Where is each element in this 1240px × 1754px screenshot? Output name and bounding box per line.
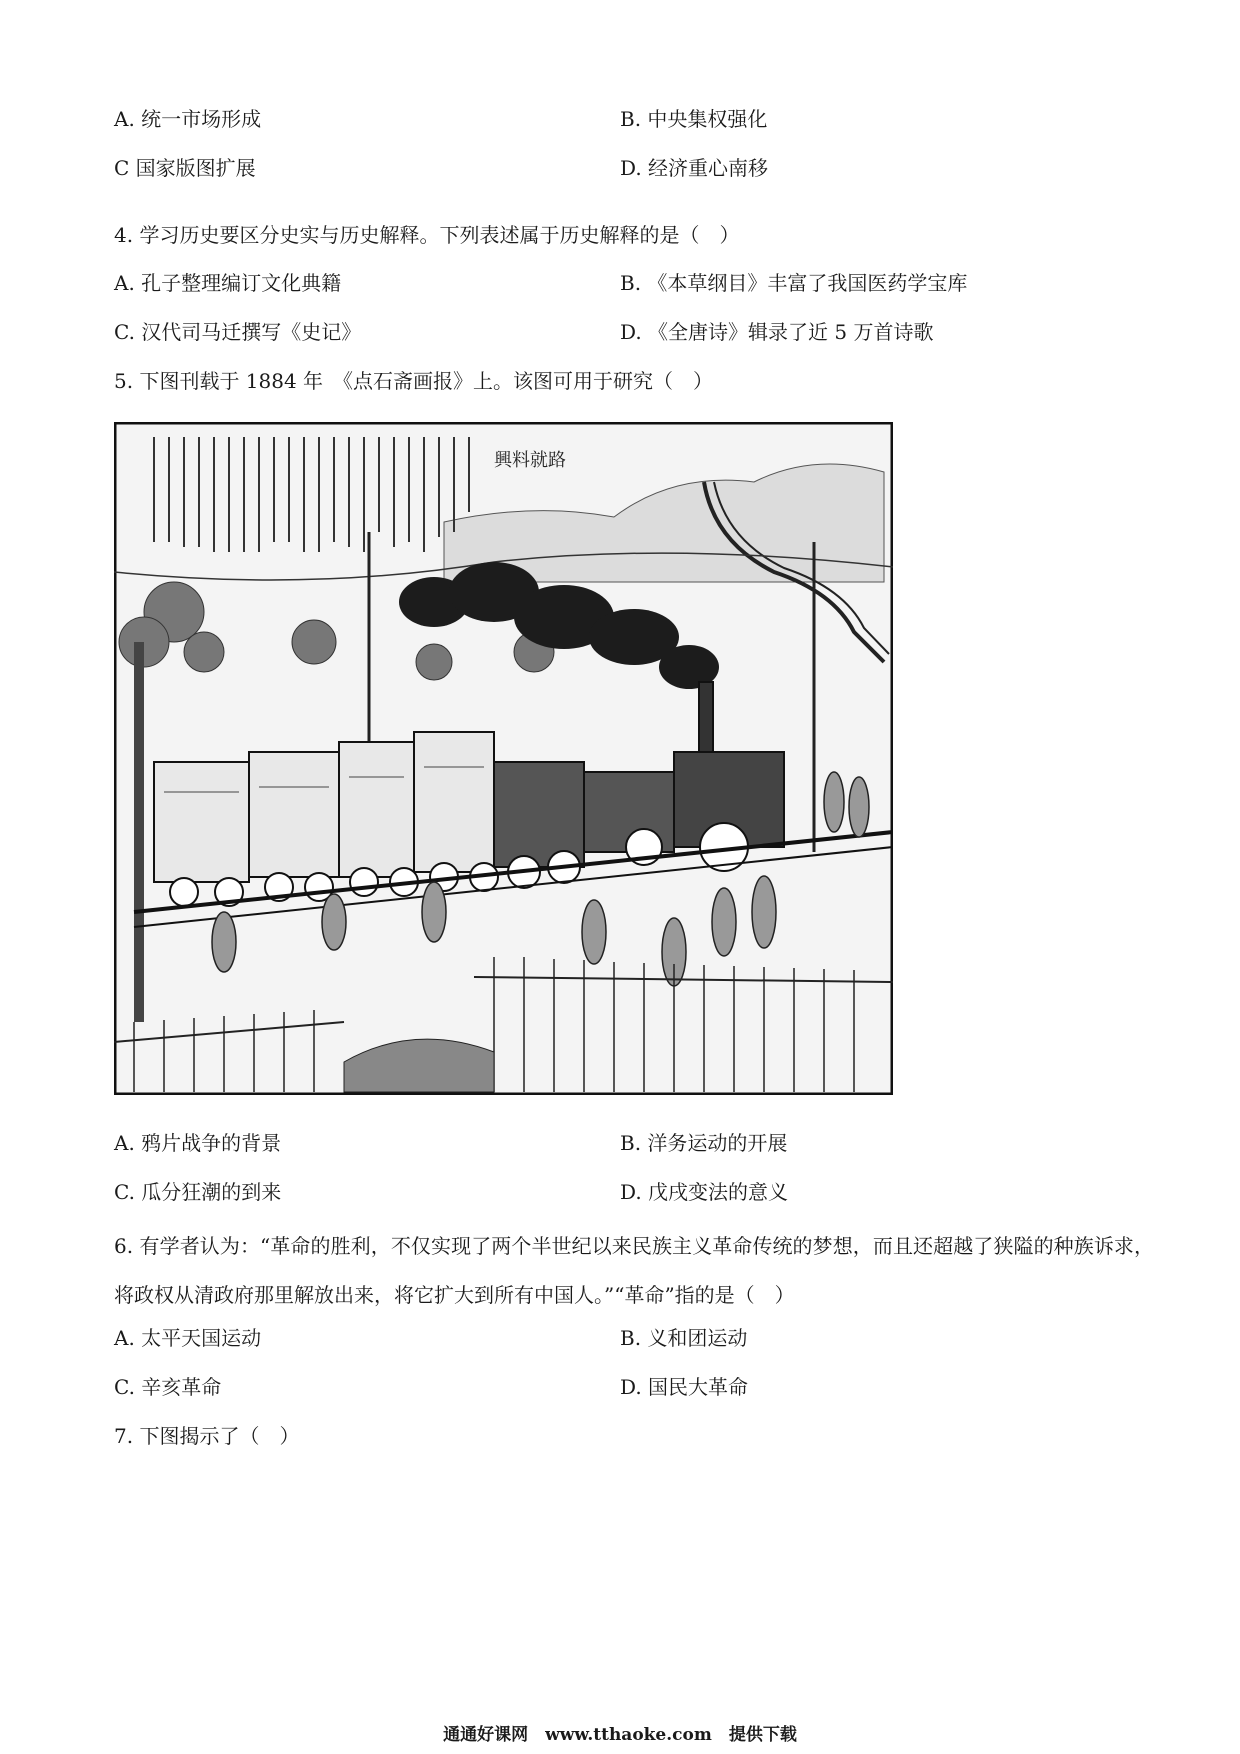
- q4-option-b: B. 《本草纲目》丰富了我国医药学宝库: [620, 271, 968, 295]
- q4-option-c: C. 汉代司马迁撰写《史记》: [114, 320, 362, 344]
- q4-option-d: D. 《全唐诗》辑录了近 5 万首诗歌: [620, 320, 934, 344]
- q6-option-b: B. 义和团运动: [620, 1326, 748, 1350]
- q5-option-d: D. 戊戌变法的意义: [620, 1180, 789, 1204]
- q3-option-a: A. 统一市场形成: [114, 107, 262, 131]
- q4-option-a: A. 孔子整理编订文化典籍: [114, 271, 342, 295]
- q6-option-a: A. 太平天国运动: [114, 1326, 262, 1350]
- q6-option-d: D. 国民大革命: [620, 1375, 749, 1399]
- q3-option-b: B. 中央集权强化: [620, 107, 768, 131]
- q5-option-a: A. 鸦片战争的背景: [114, 1131, 282, 1155]
- figure-caption: 興料就路: [494, 450, 566, 471]
- q5-option-b: B. 洋务运动的开展: [620, 1131, 788, 1155]
- q4-stem: 4. 学习历史要区分史实与历史解释。下列表述属于历史解释的是（ ）: [114, 223, 740, 247]
- railway-illustration: [114, 422, 893, 1095]
- q6-option-c: C. 辛亥革命: [114, 1375, 222, 1399]
- q7-stem: 7. 下图揭示了（ ）: [114, 1424, 300, 1448]
- q3-option-d: D. 经济重心南移: [620, 156, 769, 180]
- q6-stem: 6. 有学者认为：“革命的胜利，不仅实现了两个半世纪以来民族主义革命传统的梦想，而且还超越了狭隘的种族诉求，将政权从清政府那里解放出来，将它扩大到所有中国人。”“革命”指的是（ ）: [114, 1234, 1154, 1307]
- footer-watermark: 通通好课网 www.tthaoke.com 提供下载: [443, 1725, 797, 1745]
- q3-option-c: C 国家版图扩展: [114, 156, 256, 180]
- q5-stem: 5. 下图刊载于 1884 年 《点石斋画报》上。该图可用于研究（ ）: [114, 369, 714, 393]
- q5-option-c: C. 瓜分狂潮的到来: [114, 1180, 282, 1204]
